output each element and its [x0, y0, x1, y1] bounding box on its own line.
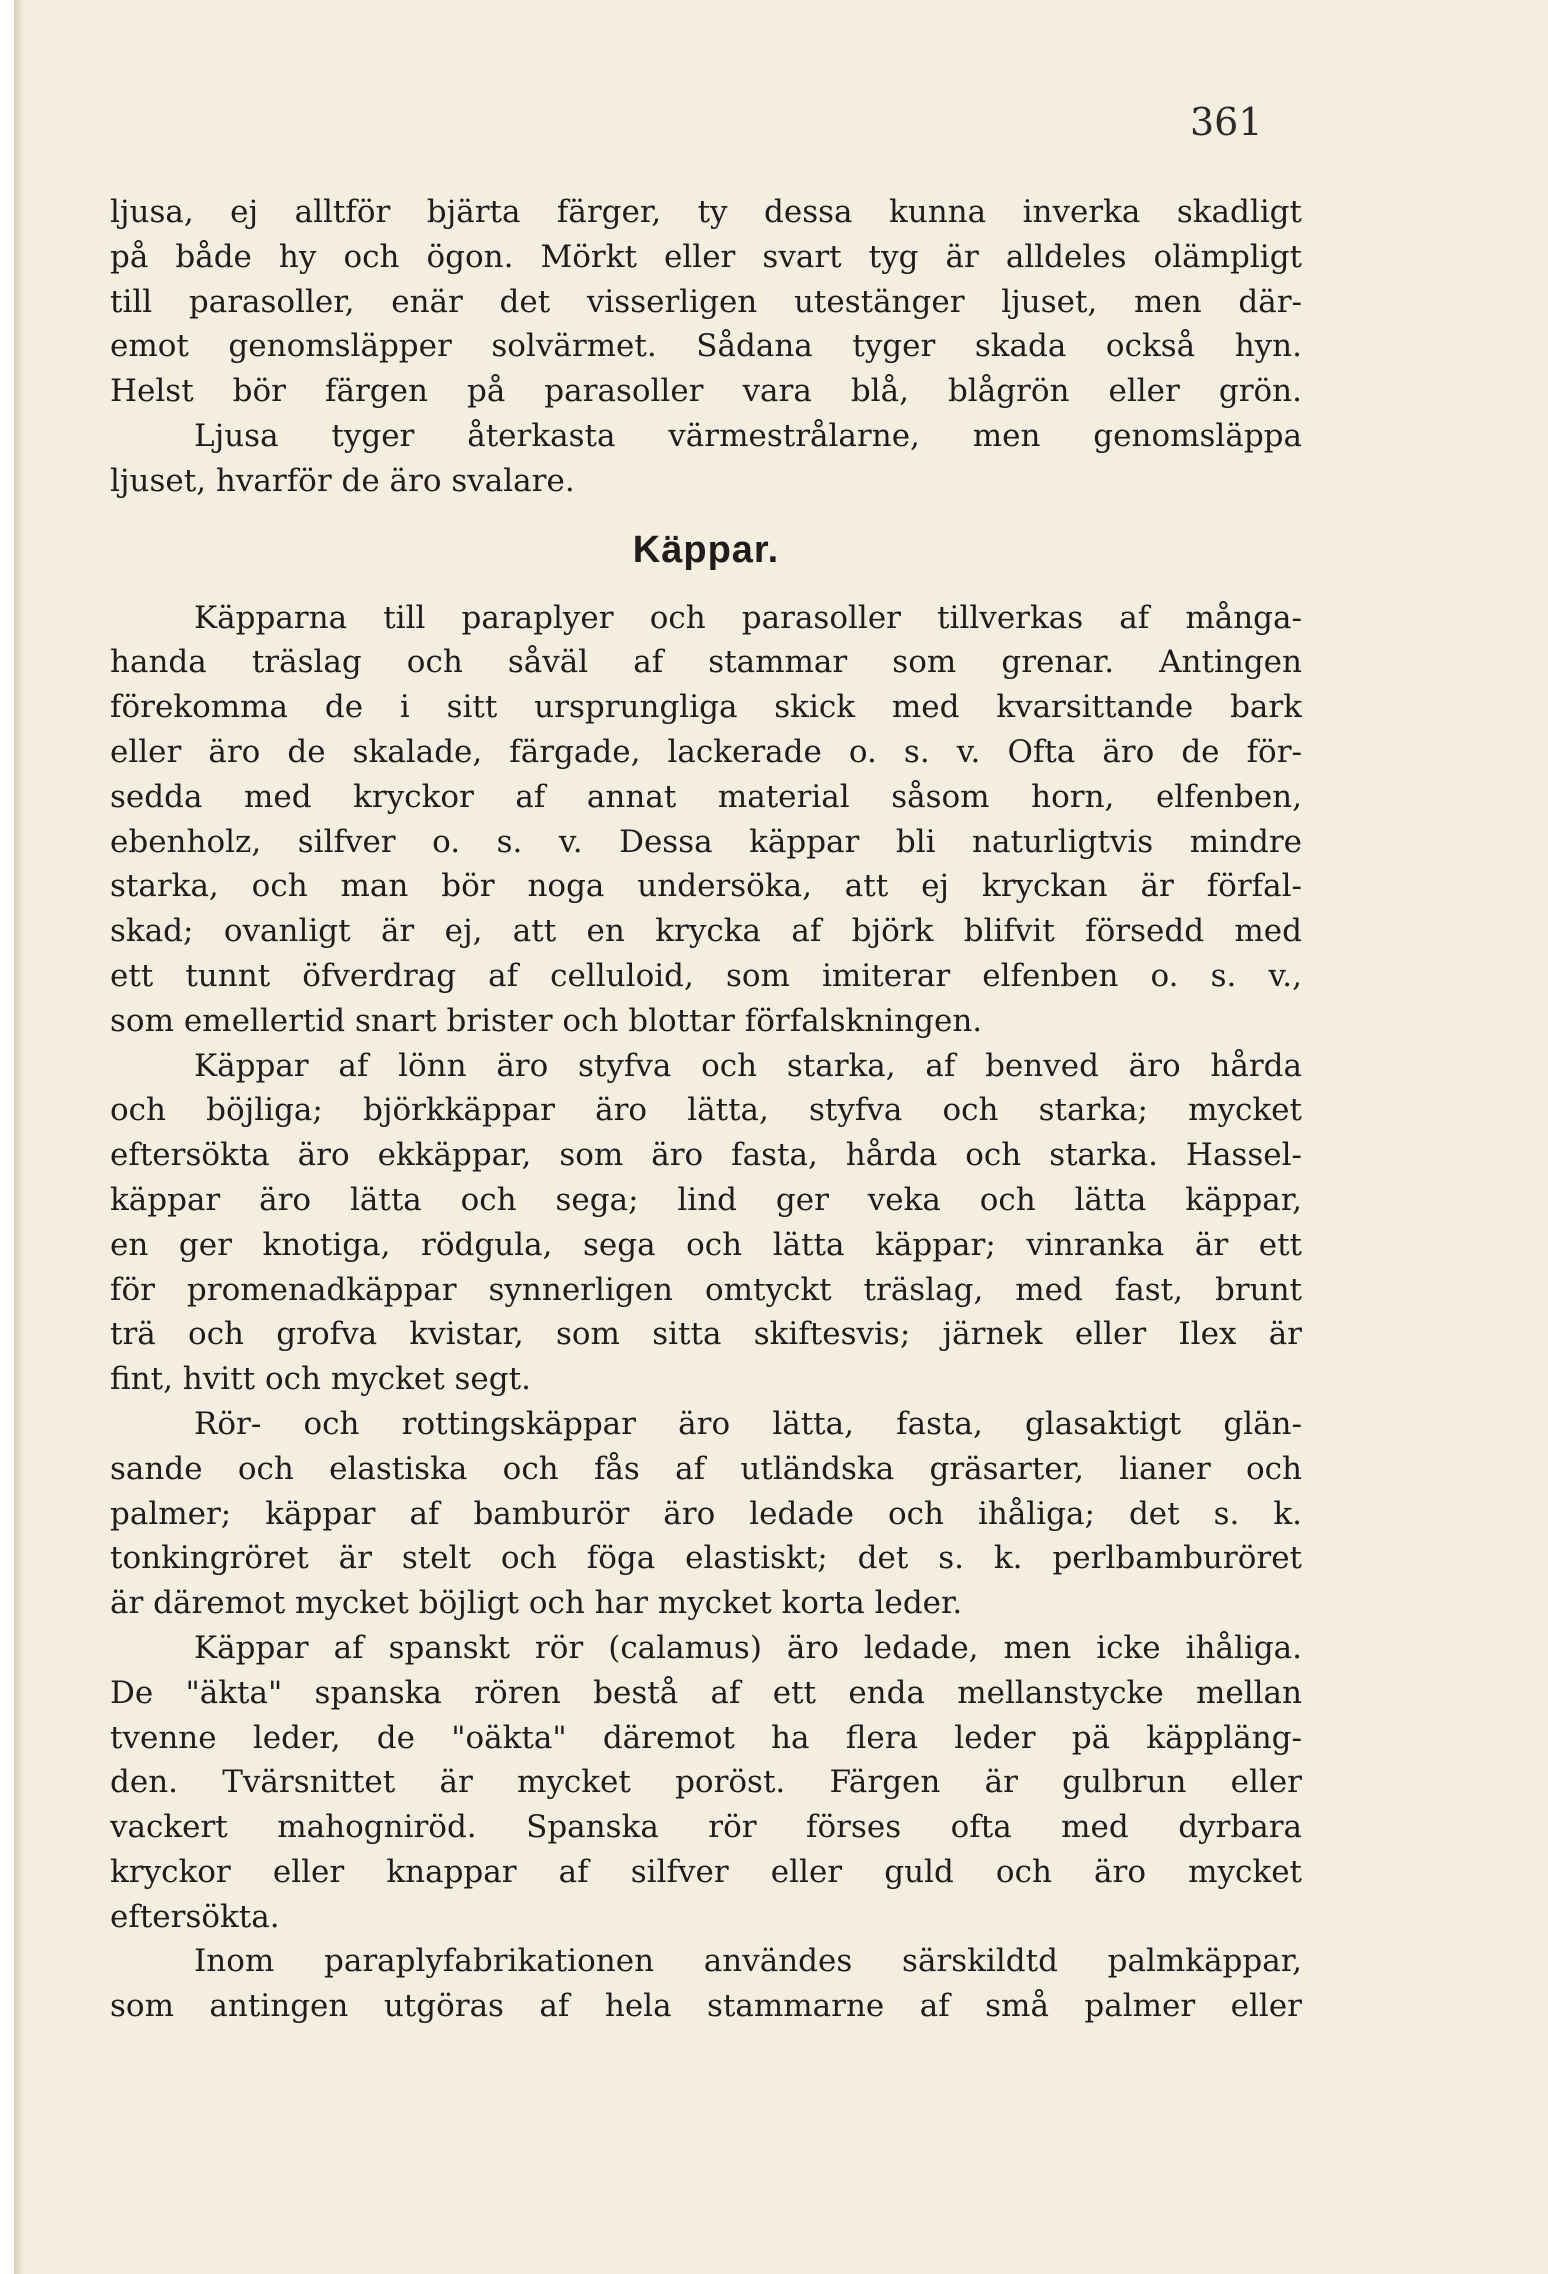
text-line: en ger knotiga, rödgula, sega och lätta käppar; vinranka är ett	[110, 1226, 1302, 1263]
text-line: den. Tvärsnittet är mycket poröst. Färgen är gulbrun eller	[110, 1764, 1302, 1801]
page-number: 361	[1190, 100, 1263, 144]
text-line: Käppar af lönn äro styfva och starka, af benved äro hårda	[194, 1047, 1302, 1084]
text-line: De "äkta" spanska rören bestå af ett enda mellanstycke mellan	[110, 1674, 1302, 1711]
text-line: Käppar af spanskt rör (calamus) äro ledade, men icke ihåliga.	[194, 1629, 1302, 1666]
text-line: ljusa, ej alltför bjärta färger, ty dessa kunna inverka skadligt	[110, 194, 1302, 230]
text-line: skad; ovanligt är ej, att en krycka af björk blifvit försedd med	[110, 913, 1302, 950]
section-heading: Käppar.	[632, 528, 780, 571]
text-line: palmer; käppar af bamburör äro ledade och ihåliga; det s. k.	[110, 1495, 1302, 1532]
book-page	[14, 0, 1548, 2274]
text-line: sande och elastiska och fås af utländska gräsarter, lianer och	[110, 1450, 1302, 1487]
text-line: kryckor eller knappar af silfver eller guld och äro mycket	[110, 1853, 1302, 1890]
text-line: är däremot mycket böjligt och har mycket korta leder.	[110, 1585, 963, 1622]
text-line: som antingen utgöras af hela stammarne af små palmer eller	[110, 1988, 1302, 2025]
text-line: till parasoller, enär det visserligen utestänger ljuset, men där-	[110, 283, 1302, 320]
text-line: ljuset, hvarför de äro svalare.	[110, 462, 575, 499]
text-line: på både hy och ögon. Mörkt eller svart tyg är alldeles olämpligt	[110, 238, 1302, 275]
text-line: tonkingröret är stelt och föga elastiskt; det s. k. perlbamburöret	[110, 1540, 1302, 1577]
text-line: förekomma de i sitt ursprungliga skick med kvarsittande bark	[110, 689, 1302, 726]
text-line: käppar äro lätta och sega; lind ger veka och lätta käppar,	[110, 1181, 1302, 1218]
text-line: Inom paraplyfabrikationen användes särskildtd palmkäppar,	[194, 1943, 1302, 1980]
text-line: starka, och man bör noga undersöka, att ej kryckan är förfal-	[110, 868, 1302, 905]
text-line: ebenholz, silfver o. s. v. Dessa käppar bli naturligtvis mindre	[110, 823, 1302, 860]
text-line: som emellertid snart brister och blottar förfalskningen.	[110, 1002, 983, 1039]
text-line: och böjliga; björkkäppar äro lätta, styfva och starka; mycket	[110, 1092, 1302, 1129]
text-line: Helst bör färgen på parasoller vara blå, blågrön eller grön.	[110, 373, 1302, 410]
text-line: fint, hvitt och mycket segt.	[110, 1361, 531, 1398]
text-line: Käpparna till paraplyer och parasoller tillverkas af många-	[194, 599, 1302, 636]
text-line: tvenne leder, de "oäkta" däremot ha flera leder pä käppläng-	[110, 1719, 1302, 1756]
text-line: eftersökta.	[110, 1898, 280, 1935]
text-line: ett tunnt öfverdrag af celluloid, som imiterar elfenben o. s. v.,	[110, 957, 1302, 994]
text-line: vackert mahogniröd. Spanska rör förses ofta med dyrbara	[110, 1809, 1302, 1846]
text-line: handa träslag och såväl af stammar som grenar. Antingen	[110, 644, 1302, 681]
text-line: Ljusa tyger återkasta värmestrålarne, men genomsläppa	[194, 417, 1302, 454]
text-line: eller äro de skalade, färgade, lackerade o. s. v. Ofta äro de för-	[110, 733, 1302, 770]
text-line: eftersökta äro ekkäppar, som äro fasta, hårda och starka. Hassel-	[110, 1137, 1302, 1174]
text-line: trä och grofva kvistar, som sitta skiftesvis; järnek eller Ilex är	[110, 1316, 1302, 1353]
text-line: för promenadkäppar synnerligen omtyckt träslag, med fast, brunt	[110, 1271, 1302, 1308]
text-line: Rör- och rottingskäppar äro lätta, fasta, glasaktigt glän-	[194, 1405, 1302, 1442]
text-line: emot genomsläpper solvärmet. Sådana tyger skada också hyn.	[110, 328, 1302, 365]
page-text	[110, 190, 1302, 2029]
text-line: sedda med kryckor af annat material såsom horn, elfenben,	[110, 778, 1302, 815]
